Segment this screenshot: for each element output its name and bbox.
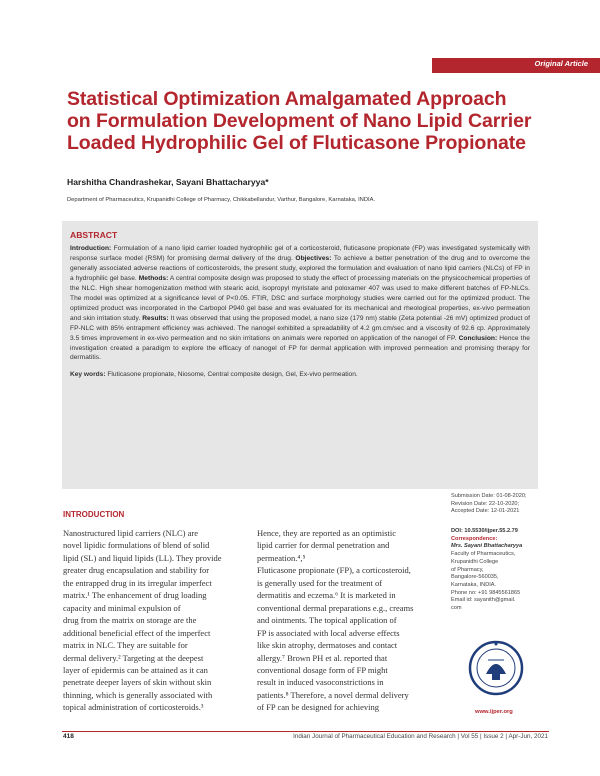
text-line: lipid (SL) and liquid lipids (LL). They provide (63, 552, 222, 563)
article-title (67, 88, 567, 154)
authors: Harshitha Chandrashekar, Sayani Bhattacharyya* (67, 177, 269, 187)
text-line: Fluticasone propionate (FP), a corticosteroid, (257, 565, 411, 576)
text-line: patients.⁸ Therefore, a novel dermal delivery (257, 689, 409, 700)
article-dates (451, 493, 527, 516)
accepted-date: Accepted Date: 12-01-2021 (451, 508, 520, 515)
address-line: Bangalore-560035, (451, 574, 499, 581)
text-line: layer of epidermis can be attained as it can (63, 664, 208, 675)
text-line: Nanostructured lipid carriers (NLC) are (63, 528, 198, 538)
title-line: Loaded Hydrophilic Gel of Fluticasone Propionate (67, 132, 526, 154)
abstract-intro-text: Formulation of a nano lipid carrier loaded hydrophilic gel of a corticosteroid, fluticasone propionate (FP) was investigated systemically with response surface model (RSM) for promising dermal delivery of the drug. (70, 245, 530, 262)
text-line: topical administration of corticosteroids.³ (63, 702, 204, 713)
submission-date: Submission Date: 01-08-2020; (451, 493, 527, 499)
abstract-text (70, 244, 530, 363)
article-type-label: Original Article (534, 59, 588, 68)
corresponding-author: Mrs. Sayani Bhattacharyya (451, 543, 523, 550)
abstract-intro-label: Introduction: (70, 245, 112, 252)
keywords-label: Key words: (70, 371, 106, 379)
text-line: matrix.¹ The enhancement of drug loading (63, 590, 207, 601)
footer-divider (62, 731, 549, 732)
text-line: Hence, they are reported as an optimistic (257, 528, 397, 538)
text-line: thinning, which is generally associated with (63, 689, 213, 700)
text-line: like skin atrophy, dermatoses and contact (257, 640, 398, 651)
email-cont: com (451, 605, 462, 612)
affiliation: Department of Pharmaceutics, Krupanidhi College of Pharmacy, Chikkabellandur, Varthur, Bangalore, Karnataka, INDIA. (67, 197, 376, 203)
title-line: Statistical Optimization Amalgamated Approach (67, 88, 507, 110)
abstract-conclusion-text: Hence the investigation created a paradigm to explore the efficacy of nanogel of FP for dermal application with improved permeation and promising therapy for dermatitis. (70, 334, 530, 362)
journal-website-link[interactable]: www.ijper.org (475, 709, 513, 715)
address-line: of Pharmacy, (451, 566, 484, 573)
journal-seal-logo (468, 640, 524, 702)
text-line: FP is associated with local adverse effects (257, 627, 400, 638)
text-line: novel lipidic formulations of blend of solid (63, 540, 210, 551)
address-line: Faculty of Pharmaceutics, (451, 551, 516, 558)
text-line: dermal delivery.² Targeting at the deepest (63, 652, 204, 663)
text-line: the entrapped drug in its irregular imperfect (63, 577, 212, 588)
text-line: additional beneficial effect of the imperfect (63, 627, 211, 638)
text-line: conventional dosage form of FP might (257, 664, 388, 675)
article-type-badge (432, 58, 600, 73)
text-line: capacity and minimal expulsion of (63, 602, 181, 613)
phone: Phone no: +91 9845561865 (451, 589, 521, 596)
text-line: penetrate deeper layers of skin without skin (63, 677, 212, 688)
keywords (70, 370, 530, 380)
correspondence-block (451, 528, 522, 613)
keywords-text: Fluticasone propionate, Niosome, Central composite design, Gel, Ex-vivo permeation. (105, 371, 358, 379)
abstract-results-text: It was observed that using the proposed model, a nano size (179 nm) stable (Zeta potential -26 mV) optimized product of FP-NLC with 85% entrapment efficiency was achieved. The nanogel exhibited a spreadability of 4.2 gm.cm/sec and a viscosity of 92.6 cp. Approximately 3.5 times improvement in ex-vivo permeation and no skin irritations on animals were reported on application of the nanogel of FP. (70, 314, 530, 342)
intro-column-1 (63, 527, 249, 714)
page-number: 418 (63, 733, 74, 740)
abstract-objectives-label: Objectives: (295, 254, 332, 262)
revision-date: Revision Date: 22-10-2020; (451, 500, 520, 507)
journal-citation: Indian Journal of Pharmaceutical Education and Research | Vol 55 | Issue 2 | Apr-Jun, 2021 (293, 733, 548, 740)
abstract-objectives-text: To achieve a better penetration of the drug and to overcome the generally associated adverse reactions of corticosteroids, the present study, explored the formulation and evaluation of nano lipid carriers (NLCs) of FP in a hydrophilic gel base. (70, 254, 530, 282)
abstract-box (62, 221, 538, 489)
introduction-heading: INTRODUCTION (63, 510, 125, 519)
text-line: drug from the matrix on storage are the (63, 615, 197, 626)
abstract-methods-label: Methods: (138, 274, 169, 282)
email: Email id: sayanith@gmail. (451, 597, 516, 604)
text-line: result in induced vasoconstrictions in (257, 677, 384, 688)
text-line: lipid carrier for dermal penetration and (257, 540, 390, 551)
text-line: conventional dermal preparations e.g., creams (257, 602, 414, 613)
text-line: of FP can be designed for achieving (257, 702, 379, 713)
correspondence-label: Correspondence: (451, 535, 498, 542)
text-line: greater drug encapsulation and stability for (63, 565, 210, 576)
text-line: and ointments. The topical application of (257, 615, 397, 626)
address-line: Karnataka, INDIA. (451, 581, 497, 588)
abstract-heading: ABSTRACT (70, 230, 118, 240)
address-line: Krupanidhi College (451, 558, 499, 565)
text-line: permeation.⁴,⁵ (257, 552, 306, 563)
abstract-methods-text: A central composite design was proposed to study the effect of processing materials on the physicochemical properties of the NLC. High shear homogenization method with stearic acid, isopropyl myristate and poloxamer 407 was used to make different batches of FP-NLCs. The model was optimized at a significance level of P<0.05. FTIR, DSC and surface morphology studies were carried out for the optimized product. The optimized product was incorporated in the Carbopol P940 gel base and was evaluated for its mechanical and rheological properties, ex-vivo permeation and skin irritation study. (70, 274, 530, 322)
abstract-conclusion-label: Conclusion: (458, 334, 498, 342)
doi: DOI: 10.5530/ijper.55.2.79 (451, 528, 518, 534)
title-line: on Formulation Development of Nano Lipid Carrier (67, 110, 532, 132)
text-line: dermatitis and eczema.⁶ It is marketed in (257, 590, 396, 601)
text-line: is generally used for the treatment of (257, 577, 383, 588)
text-line: allergy.⁷ Brown PH et al. reported that (257, 652, 388, 663)
abstract-results-label: Results: (142, 314, 169, 322)
text-line: matrix in NLC. They are suitable for (63, 640, 188, 651)
intro-column-2 (257, 527, 438, 714)
